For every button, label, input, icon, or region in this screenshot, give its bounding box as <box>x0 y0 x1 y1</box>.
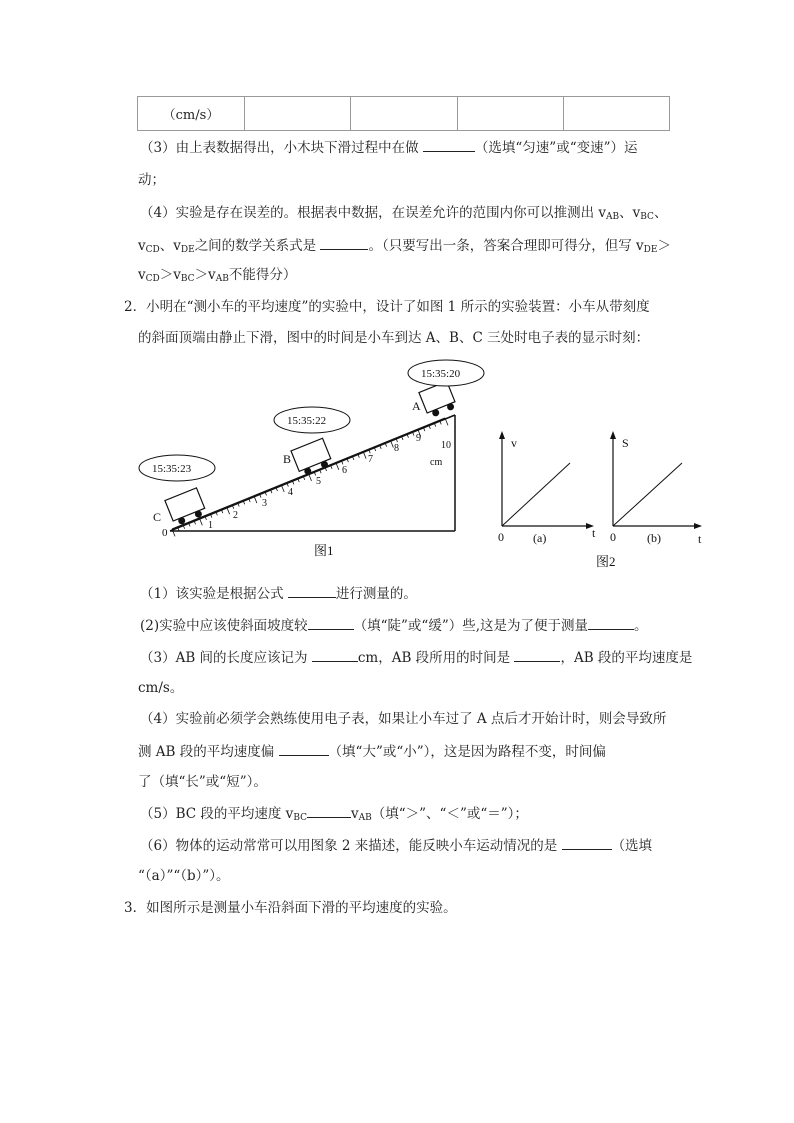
clock-time-b: 15:35:22 <box>287 415 327 427</box>
ruler-label: 6 <box>342 465 347 476</box>
table-cell-unit: （cm/s） <box>138 97 245 131</box>
graph-b-origin: 0 <box>610 530 616 544</box>
table-cell <box>563 97 669 131</box>
q2-part5: （5）BC 段的平均速度 $v_{BC}$ $v_{AB}$（填“＞”、“＜”或“＝”）； <box>140 803 528 824</box>
ruler-unit: cm <box>430 457 443 468</box>
point-label-b: B <box>283 452 292 466</box>
graph-a-y-axis-label: v <box>511 436 517 450</box>
point-label-a: A <box>412 399 421 413</box>
cart-a <box>419 381 457 419</box>
answer-blank[interactable] <box>423 137 475 152</box>
figure-2a-vt-graph <box>498 431 596 545</box>
q2-part1: （1）该实验是根据公式 进行测量的。 <box>140 583 417 604</box>
figure-area <box>130 355 720 575</box>
graph-a-x-axis-label: t <box>592 526 596 540</box>
data-table <box>137 96 670 131</box>
ruler-zero: 0 <box>162 527 168 539</box>
ruler-label: 10 <box>441 440 451 451</box>
q2-part3-line1: （3）AB 间的长度应该记为 cm，AB 段所用的时间是 ，AB 段的平均速度是 <box>140 647 692 668</box>
answer-blank[interactable] <box>562 835 612 850</box>
ruler-label: 9 <box>416 433 421 444</box>
figure-1-and-2 <box>130 355 720 575</box>
q1-part4-line2: $v_{CD}$、$v_{DE}$之间的数学关系式是 。（只要写出一条，答案合理即可得分，但写 $v_{DE}>$ <box>138 235 671 256</box>
graph-b-x-axis-label: t <box>698 532 702 546</box>
ruler-label: 4 <box>288 487 293 498</box>
ruler-label: 7 <box>368 454 373 465</box>
figure-2-caption: 图2 <box>596 554 616 569</box>
clock-time-a: 15:35:20 <box>421 368 461 380</box>
graph-b-y-axis-label: S <box>622 436 629 450</box>
ruler-label: 8 <box>394 443 399 454</box>
figure-1-caption: 图1 <box>314 543 334 558</box>
q2-intro-line2: 的斜面顶端由静止下滑，图中的时间是小车到达 A、B、C 三处时电子表的显示时刻： <box>138 330 650 346</box>
q2-intro-line1: 2．小明在“测小车的平均速度”的实验中，设计了如图 1 所示的实验装置：小车从带刻度 <box>124 299 650 315</box>
ruler-label: 2 <box>233 510 238 521</box>
q2-part4-line3: 了（填“长”或“短”）。 <box>138 774 267 790</box>
answer-blank[interactable] <box>288 583 336 598</box>
graph-a-label: (a) <box>533 531 547 545</box>
point-label-c: C <box>153 510 162 524</box>
q2-part4-line1: （4）实验前必须学会熟练使用电子表，如果让小车过了 A 点后才开始计时，则会导致所 <box>140 711 667 727</box>
answer-blank[interactable] <box>312 647 358 662</box>
table-row <box>138 97 670 131</box>
q1-part4-line3: $v_{CD}>v_{BC}>v_{AB}$不能得分） <box>138 267 297 284</box>
answer-blank[interactable] <box>307 803 351 818</box>
figure-2b-st-graph <box>596 431 702 569</box>
q1-part4-line1: （4）实验是存在误差的。根据表中数据，在误差允许的范围内你可以推测出 $v_{AB}$、$v_{BC}$、 <box>140 205 668 222</box>
answer-blank[interactable] <box>308 615 354 630</box>
table-cell <box>351 97 457 131</box>
q2-part2: (2)实验中应该使斜面坡度较 （填“陡”或“缓”）些,这是为了便于测量 。 <box>140 615 648 636</box>
ruler-label: 5 <box>316 476 321 487</box>
table-cell <box>457 97 563 131</box>
q3-intro: 3．如图所示是测量小车沿斜面下滑的平均速度的实验。 <box>124 900 457 916</box>
q1-part3-line2: 动； <box>138 172 165 188</box>
figure-1-incline <box>139 360 484 558</box>
clock-time-c: 15:35:23 <box>152 463 192 475</box>
table-cell <box>245 97 351 131</box>
q2-part4-line2: 测 AB 段的平均速度偏 （填“大”或“小”），这是因为路程不变，时间偏 <box>138 741 606 762</box>
ruler-ticks <box>172 418 448 536</box>
q2-part3-line2: cm/s。 <box>138 680 184 696</box>
q2-part6-line1: （6）物体的运动常常可以用图象 2 来描述，能反映小车运动情况的是 （选填 <box>140 835 652 856</box>
graph-a-origin: 0 <box>498 530 504 544</box>
q2-part6-line2: “（a）”“（b）”）。 <box>138 868 230 884</box>
ruler-label: 1 <box>208 520 213 531</box>
ruler-label: 3 <box>262 498 267 509</box>
answer-blank[interactable] <box>588 615 634 630</box>
answer-blank[interactable] <box>320 235 368 250</box>
answer-blank[interactable] <box>279 741 329 756</box>
q1-part3-line1: （3）由上表数据得出，小木块下滑过程中在做 （选填“匀速”或“变速”）运 <box>140 137 638 158</box>
answer-blank[interactable] <box>514 647 560 662</box>
graph-b-label: (b) <box>647 531 661 545</box>
